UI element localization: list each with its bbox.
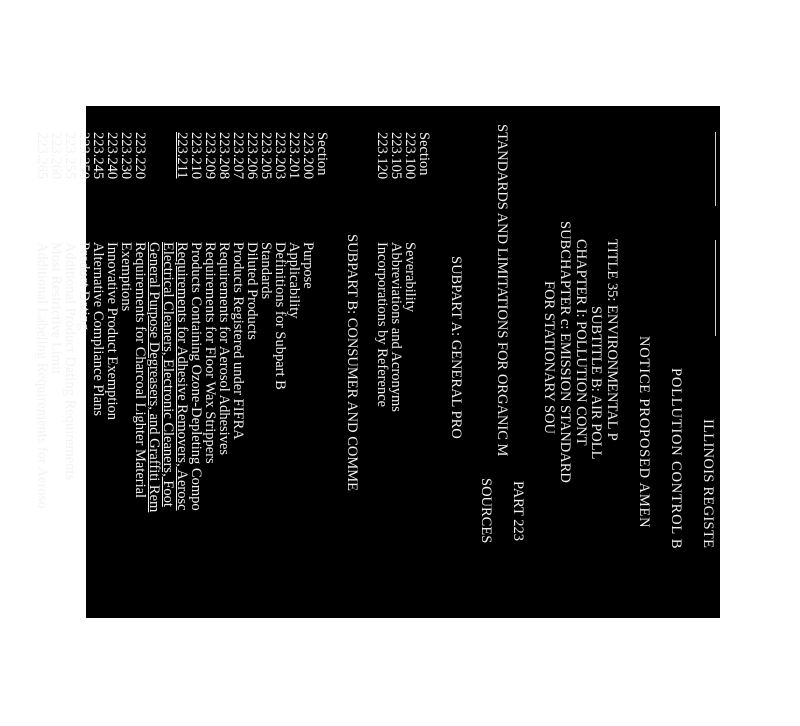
section-number: 223.250 bbox=[76, 132, 92, 180]
section-number: 223.208 bbox=[216, 132, 232, 180]
scanned-page bbox=[34, 106, 720, 618]
section-number: 223.211 bbox=[174, 132, 190, 179]
section-title-cont: Electrical Cleaners, Electronic Cleaners, Foot bbox=[160, 242, 176, 507]
section-number: 223.210 bbox=[188, 132, 204, 180]
section-number: 223.209 bbox=[202, 132, 218, 180]
section-title: Exemptions bbox=[118, 242, 134, 312]
section-title: Incorporations by Reference bbox=[374, 242, 390, 408]
section-title: Requirements for Aerosol Adhesives bbox=[216, 242, 232, 456]
section-number: 223.203 bbox=[272, 132, 288, 180]
section-number: 223.200 bbox=[300, 132, 316, 180]
subpart-a-section-col-header: Section bbox=[416, 132, 432, 176]
subpart-b-heading: SUBPART B: CONSUMER AND COMME bbox=[344, 234, 360, 491]
section-number: 223.260 bbox=[48, 132, 64, 180]
notice-type: NOTICE PROPOSED AMEN bbox=[636, 336, 652, 529]
rotated-page-content bbox=[34, 106, 720, 726]
section-title: Diluted Products bbox=[244, 242, 260, 340]
agency-name: POLLUTION CONTROL B bbox=[668, 368, 684, 550]
section-number: 223.205 bbox=[258, 132, 274, 180]
section-number: 223.245 bbox=[90, 132, 106, 180]
section-title: Products Containing Ozone-Depleting Compo bbox=[188, 242, 204, 511]
section-title: Product Dating bbox=[76, 242, 92, 331]
section-title: Alternative Compliance Plans bbox=[90, 242, 106, 416]
section-number: 223.220 bbox=[132, 132, 148, 180]
section-title: Purpose bbox=[300, 242, 316, 289]
header-rule-mid bbox=[715, 240, 716, 336]
header-rule-left bbox=[715, 132, 716, 206]
subchapter-heading: SUBCHAPTER c: EMISSION STANDARD bbox=[557, 221, 573, 483]
section-title: Severability bbox=[402, 242, 418, 313]
section-title: Abbreviations and Acronyms bbox=[388, 242, 404, 412]
section-number: 223.240 bbox=[104, 132, 120, 180]
section-title: Additional Product Dating Requirements bbox=[62, 242, 78, 481]
part-title: STANDARDS AND LIMITATIONS FOR ORGANIC M bbox=[494, 124, 510, 457]
section-number: 223.255 bbox=[62, 132, 78, 180]
subpart-b-section-col-header: Section bbox=[314, 132, 330, 176]
part-title-cont: SOURCES bbox=[478, 478, 494, 544]
section-title: Standards bbox=[258, 242, 274, 300]
section-number: 223.265 bbox=[34, 132, 50, 180]
section-number: 223.207 bbox=[230, 132, 246, 180]
part-number: PART 223 bbox=[510, 481, 526, 541]
section-title: Requirements for Charcoal Lighter Material bbox=[132, 242, 148, 499]
section-number: 223.120 bbox=[374, 132, 390, 180]
section-number: 223.230 bbox=[118, 132, 134, 180]
section-title: Most Restrictive Limit bbox=[48, 242, 64, 375]
section-title: Additional Labeling Requirements for Aeroso bbox=[34, 242, 50, 509]
section-title: Innovative Product Exemption bbox=[104, 242, 120, 420]
subpart-a-heading: SUBPART A: GENERAL PRO bbox=[448, 256, 464, 439]
subtitle-heading: SUBTITLE B: AIR POLL bbox=[588, 306, 604, 460]
chapter-heading: CHAPTER I: POLLUTION CONT bbox=[573, 239, 589, 446]
section-title: Requirements for Floor Wax Strippers bbox=[202, 242, 218, 464]
section-title: Products Registered under FIFRA bbox=[230, 242, 246, 440]
running-head: ILLINOIS REGISTE bbox=[700, 419, 716, 549]
title-heading: TITLE 35: ENVIRONMENTAL P bbox=[604, 239, 620, 441]
section-number: 223.105 bbox=[388, 132, 404, 180]
section-title: Requirements for Adhesive Removers, Aerosc bbox=[174, 242, 190, 511]
section-title: Definitions for Subpart B bbox=[272, 242, 288, 390]
section-number: 223.206 bbox=[244, 132, 260, 180]
section-number: 223.100 bbox=[402, 132, 418, 180]
section-title: Applicability bbox=[286, 242, 302, 319]
section-title-cont: General Purpose Degreasers, and Graffiti Rem bbox=[146, 242, 162, 513]
section-number: 223.201 bbox=[286, 132, 302, 180]
subchapter-heading-cont: FOR STATIONARY SOU bbox=[541, 281, 557, 434]
